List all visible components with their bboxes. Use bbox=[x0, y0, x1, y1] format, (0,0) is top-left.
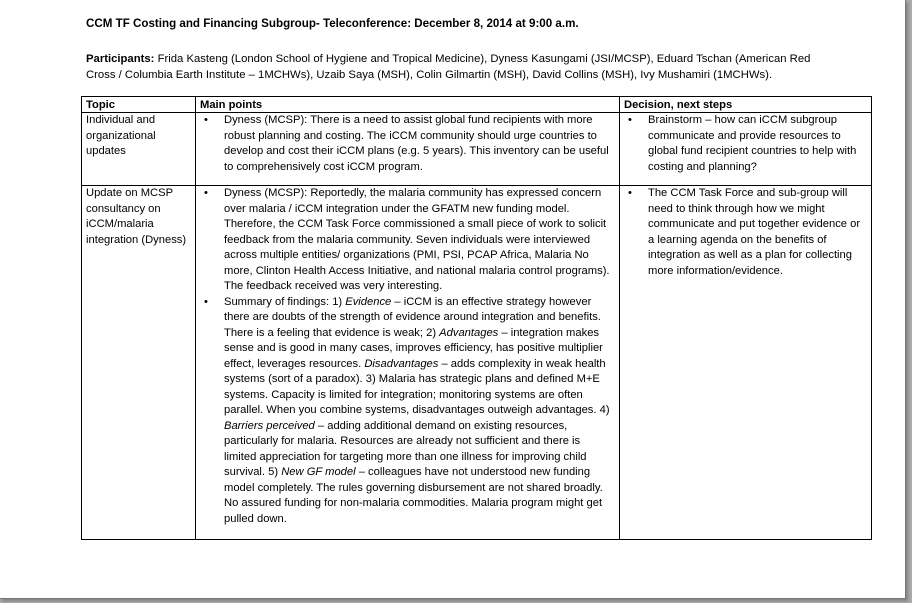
evidence-text: – iCCM is an effective strategy however there are doubts of the strength of evidence around integration and benefits. There is a feeling that evidence is weak; 2) bbox=[224, 295, 601, 339]
header-topic: Topic bbox=[82, 97, 196, 113]
meeting-notes-table bbox=[81, 96, 872, 540]
decision-cell bbox=[620, 113, 872, 186]
evidence-label: Evidence bbox=[345, 295, 392, 308]
advantages-label: Advantages bbox=[439, 326, 499, 339]
summary-intro: Summary of findings: 1) bbox=[224, 295, 346, 308]
decision-list bbox=[624, 113, 867, 175]
gf-model-text: – colleagues have not understood new funding model completely. The rules governing disbursement are not shared broadly. No assured funding for non-malaria commodities. Malaria program might get pulled down. bbox=[224, 466, 603, 525]
barriers-label: Barriers perceived bbox=[224, 419, 315, 432]
summary-of-findings-item bbox=[224, 295, 615, 528]
topic-text: Individual and organizational updates bbox=[86, 114, 156, 157]
topic-cell bbox=[82, 186, 196, 540]
list-item: • Dyness (MCSP): Reportedly, the malaria community has expressed concern over malaria / iCCM integration under the GFATM new funding model. Therefore, the CCM Task Force commissioned a small piece of work to solicit feedback from the malaria community. Seven individuals were interviewed across multiple entities/ organizations (PMI, PSI, PCAP Africa, Malaria No more, Clinton Health Access Initiative, and national malaria control programs). The feedback received was very interesting. bbox=[224, 186, 615, 295]
main-points-cell bbox=[196, 113, 620, 186]
table-row bbox=[82, 186, 872, 540]
main-points-cell bbox=[196, 186, 620, 540]
document-title: CCM TF Costing and Financing Subgroup- Teleconference: December 8, 2014 at 9:00 a.m. bbox=[86, 17, 579, 30]
participants-label: Participants: bbox=[86, 53, 155, 65]
gf-model-label: New GF model bbox=[281, 466, 356, 478]
table-row bbox=[82, 113, 872, 186]
table-header-row bbox=[82, 97, 872, 113]
header-main-points: Main points bbox=[196, 97, 620, 113]
advantages-text: – integration makes sense and is good in many cases, improves efficiency, has positive multiplier effect, leverages resources. bbox=[224, 326, 603, 370]
decision-cell bbox=[620, 186, 872, 540]
main-points-list bbox=[200, 113, 615, 175]
main-points-list bbox=[200, 186, 615, 527]
decision-list bbox=[624, 186, 867, 279]
participants-paragraph bbox=[86, 51, 826, 83]
disadvantages-label: Disadvantages bbox=[364, 357, 439, 370]
disadvantages-text: – adds complexity in weak health systems (sort of a paradox). 3) Malaria has strategic plans and defined M+E systems. Capacity is limited for integration; monitoring systems are often parallel. When you combine systems, disadvantages outweigh advantages. 4) bbox=[224, 357, 610, 416]
list-item: • The CCM Task Force and sub-group will need to think through how we might communicate and put together evidence or a learning agenda on the benefits of integration as well as a plan for collecting more information/evidence. bbox=[648, 186, 867, 279]
list-item: • Brainstorm – how can iCCM subgroup communicate and provide resources to global fund recipient countries to help with costing and planning? bbox=[648, 113, 867, 175]
topic-cell bbox=[82, 113, 196, 186]
barriers-text: – adding additional demand on existing resources, particularly for malaria. Resources are already not sufficient and there is limited appreciation for targeting more than one illness for improving child survival. 5) bbox=[224, 419, 587, 478]
header-decision: Decision, next steps bbox=[620, 97, 872, 113]
topic-text: Update on MCSP consultancy on iCCM/malaria integration (Dyness) bbox=[86, 187, 187, 246]
participants-list: Frida Kasteng (London School of Hygiene and Tropical Medicine), Dyness Kasungami (JSI/MCSP), Eduard Tschan (American Red Cross / Columbia Earth Institute – 1MCHWs), Uzaib Saya (MSH), Colin Gilmartin (MSH), David Collins (MSH), Ivy Mushamiri (1MCHWs). bbox=[86, 53, 811, 81]
list-item: • Dyness (MCSP): There is a need to assist global fund recipients with more robust planning and costing. The iCCM community should urge countries to develop and cost their iCCM plans (e.g. 5 years). This inventory can be useful to comprehensively cost iCCM program. bbox=[224, 113, 615, 175]
